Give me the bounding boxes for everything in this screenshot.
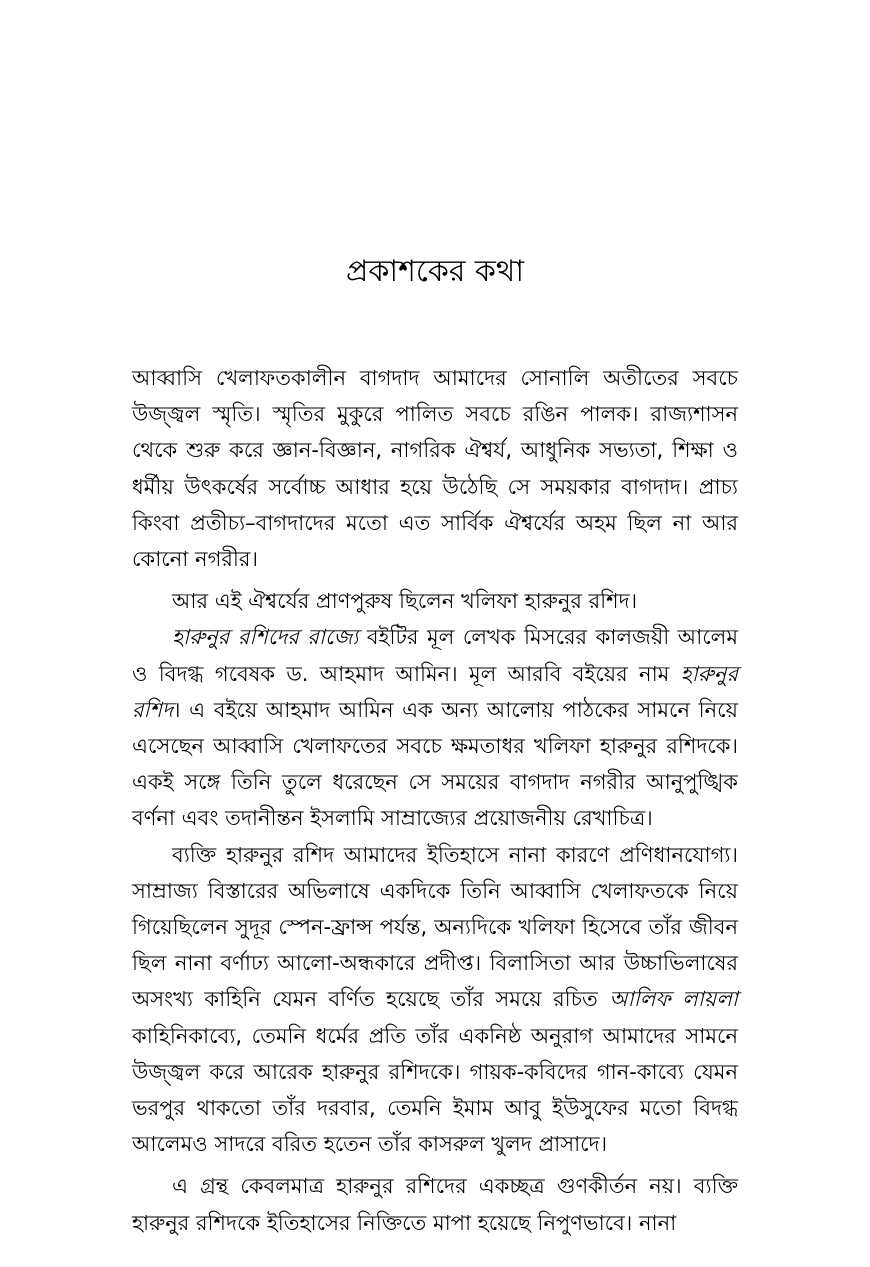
body-text xyxy=(132,360,738,1241)
paragraph-text: বইটির মূল লেখক মিসরের কালজয়ী আলেম ও বিদগ্ধ গবেষক ড. আহমাদ আমিন। মূল আরবি বইয়ের নাম xyxy=(132,625,738,686)
alif-laila-title: আলিফ লায়লা xyxy=(609,987,738,1012)
book-title-original: হারুনুর রশিদ xyxy=(132,661,738,722)
paragraph-text: আব্বাসি খেলাফতকালীন বাগদাদ আমাদের সোনালি অতীতের সবচে উজ্জ্বল স্মৃতি। স্মৃতির মুকুরে পালিত সবচে রঙিন পালক। রাজ্যশাসন থেকে শুরু করে জ্ঞান-বিজ্ঞান, নাগরিক ঐশ্বর্য, আধুনিক সভ্যতা, শিক্ষা ও ধর্মীয় উৎকর্ষের সর্বোচ্চ আধার হয়ে উঠেছি সে সময়কার বাগদাদ। প্রাচ্য কিংবা প্রতীচ্য–বাগদাদের মতো এত সার্বিক ঐশ্বর্যের অহম ছিল না আর কোনো নগরীর। xyxy=(132,366,738,572)
paragraph-text: কাহিনিকাব্যে, তেমনি ধর্মের প্রতি তাঁর একনিষ্ঠ অনুরাগ আমাদের সামনে উজ্জ্বল করে আরেক হারুনুর রশিদকে। গায়ক-কবিদের গান-কাব্যে যেমন ভরপুর থাকতো তাঁর দরবার, তেমনি ইমাম আবু ইউসুফের মতো বিদগ্ধ আলেমও সাদরে বরিত হতেন তাঁর কাসরুল খুলদ প্রাসাদে। xyxy=(132,1023,738,1157)
page-title: প্রকাশকের কথা xyxy=(345,254,525,289)
paragraph-harun-history xyxy=(132,837,738,1163)
book-title-bengali: হারুনুর রশিদের রাজ্যে xyxy=(172,625,359,650)
paragraph-intro xyxy=(132,360,738,577)
paragraph-text: এ গ্রন্থ কেবলমাত্র হারুনুর রশিদের একচ্ছত্র গুণকীর্তন নয়। ব্যক্তি হারুনুর রশিদকে ইতিহাসের নিক্তিতে মাপা হয়েছে নিপুণভাবে। নানা xyxy=(132,1174,738,1235)
paragraph-text: ব্যক্তি হারুনুর রশিদ আমাদের ইতিহাসে নানা কারণে প্রণিধানযোগ্য। সাম্রাজ্য বিস্তারের অভিলাষে একদিকে তিনি আব্বাসি খেলাফতকে নিয়ে গিয়েছিলেন সুদূর স্পেন-ফ্রান্স পর্যন্ত, অন্যদিকে খলিফা হিসেবে তাঁর জীবন ছিল নানা বর্ণাঢ্য আলো-অন্ধকারে প্রদীপ্ত। বিলাসিতা আর উচ্চাভিলাষের অসংখ্য কাহিনি যেমন বর্ণিত হয়েছে তাঁর সময়ে রচিত xyxy=(132,842,738,1012)
paragraph-text: আর এই ঐশ্বর্যের প্রাণপুরুষ ছিলেন খলিফা হারুনুর রশিদ। xyxy=(172,589,638,614)
paragraph-closing xyxy=(132,1168,738,1240)
paragraph-harun xyxy=(132,583,738,619)
paragraph-book-author xyxy=(132,619,738,836)
paragraph-text: । এ বইয়ে আহমাদ আমিন এক অন্য আলোয় পাঠকের সামনে নিয়ে এসেছেন আব্বাসি খেলাফতের সবচে ক্ষমতাধর খলিফা হারুনুর রশিদকে। একই সঙ্গে তিনি তুলে ধরেছেন সে সময়ের বাগদাদ নগরীর আনুপুঙ্খিক বর্ণনা এবং তদানীন্তন ইসলামি সাম্রাজ্যের প্রয়োজনীয় রেখাচিত্র। xyxy=(132,697,738,831)
